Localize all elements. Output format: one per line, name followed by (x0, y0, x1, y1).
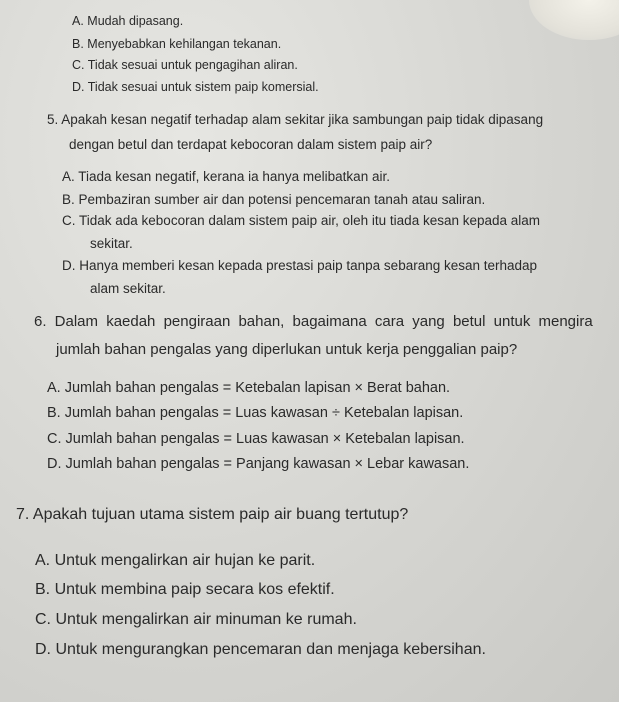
q7-question: 7. Apakah tujuan utama sistem paip air buang tertutup? (16, 506, 409, 523)
q5-option-b: B. Pembaziran sumber air dan potensi pencemaran tanah atau saliran. (62, 192, 486, 207)
q4-option-a: A. Mudah dipasang. (72, 14, 184, 28)
q7-option-c: C. Untuk mengalirkan air minuman ke rumah. (35, 611, 357, 628)
q6-option-d: D. Jumlah bahan pengalas = Panjang kawasan × Lebar kawasan. (47, 456, 470, 472)
q4-option-c: C. Tidak sesuai untuk pengagihan aliran. (72, 58, 298, 72)
q7-option-d: D. Untuk mengurangkan pencemaran dan menjaga kebersihan. (35, 641, 486, 658)
q5-question-line1: 5. Apakah kesan negatif terhadap alam sekitar jika sambungan paip tidak dipasang (47, 112, 544, 127)
q5-option-c-line1: C. Tidak ada kebocoran dalam sistem paip air, oleh itu tiada kesan kepada alam (62, 213, 541, 228)
q6-option-c: C. Jumlah bahan pengalas = Luas kawasan × Ketebalan lapisan. (47, 431, 465, 447)
q5-option-c-line2: sekitar. (90, 236, 133, 251)
q4-option-d: D. Tidak sesuai untuk sistem paip komersial. (72, 80, 319, 94)
q5-option-d-line2: alam sekitar. (90, 281, 166, 296)
q5-option-a: A. Tiada kesan negatif, kerana ia hanya melibatkan air. (62, 169, 390, 184)
q7-option-b: B. Untuk membina paip secara kos efektif. (35, 581, 335, 598)
q6-question-line2: jumlah bahan pengalas yang diperlukan untuk kerja penggalian paip? (56, 341, 518, 358)
q6-question-line1: 6. Dalam kaedah pengiraan bahan, bagaimana cara yang betul untuk mengira (34, 313, 593, 330)
q5-question-line2: dengan betul dan terdapat kebocoran dalam sistem paip air? (69, 137, 433, 152)
q5-option-d-line1: D. Hanya memberi kesan kepada prestasi paip tanpa sebarang kesan terhadap (62, 258, 538, 273)
q6-option-a: A. Jumlah bahan pengalas = Ketebalan lapisan × Berat bahan. (47, 380, 451, 396)
q7-option-a: A. Untuk mengalirkan air hujan ke parit. (35, 552, 316, 569)
q4-option-b: B. Menyebabkan kehilangan tekanan. (72, 37, 282, 51)
q6-option-b: B. Jumlah bahan pengalas = Luas kawasan ÷ Ketebalan lapisan. (47, 405, 464, 421)
